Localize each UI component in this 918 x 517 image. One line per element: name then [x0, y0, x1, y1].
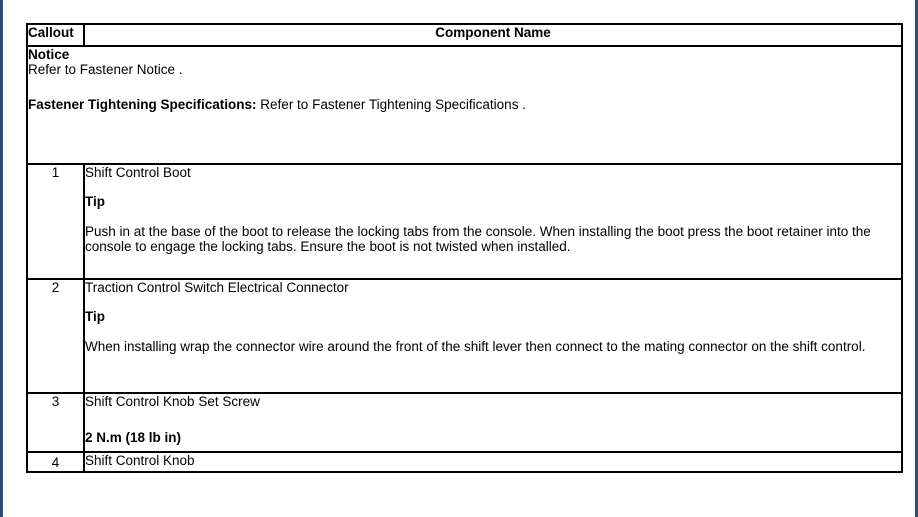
table-row: [27, 279, 902, 393]
notice-row: [27, 46, 902, 164]
callout-number: 2: [27, 279, 84, 393]
component-name: Shift Control Knob Set Screw: [85, 394, 260, 409]
fastener-spec-text: Refer to Fastener Tightening Specifications .: [256, 97, 526, 112]
torque-spec: 2 N.m (18 lb in): [85, 430, 182, 445]
table-row: [27, 452, 902, 472]
component-name: Shift Control Knob: [84, 452, 902, 472]
component-name: Traction Control Switch Electrical Connector: [85, 280, 349, 295]
callout-number: 1: [27, 164, 84, 279]
component-name: Shift Control Boot: [85, 165, 191, 180]
callout-number: 4: [27, 452, 84, 472]
tip-text: When installing wrap the connector wire around the front of the shift lever then connect to the mating connector on the shift control.: [85, 339, 866, 354]
component-description: [84, 393, 902, 452]
notice-title: Notice: [28, 47, 70, 62]
table-row: [27, 164, 902, 279]
fastener-spec-label: Fastener Tightening Specifications:: [28, 97, 257, 112]
notice-cell: [27, 46, 902, 164]
table-row: [27, 393, 902, 452]
tip-label: Tip: [85, 309, 105, 324]
callout-number: 3: [27, 393, 84, 452]
fastener-spec-line: [28, 97, 901, 112]
window-edge-left: [0, 0, 3, 517]
callout-column-header: Callout: [27, 24, 84, 46]
component-description: [84, 279, 902, 393]
notice-text: Refer to Fastener Notice .: [28, 62, 183, 77]
component-table: [26, 23, 903, 473]
component-name-column-header: Component Name: [84, 24, 902, 46]
table-header-row: [27, 24, 902, 46]
component-description: [84, 164, 902, 279]
tip-label: Tip: [85, 194, 105, 209]
tip-text: Push in at the base of the boot to release the locking tabs from the console. When installing the boot press the boot retainer into the console to engage the locking tabs. Ensure the boot is not twisted when installed.: [85, 224, 871, 254]
